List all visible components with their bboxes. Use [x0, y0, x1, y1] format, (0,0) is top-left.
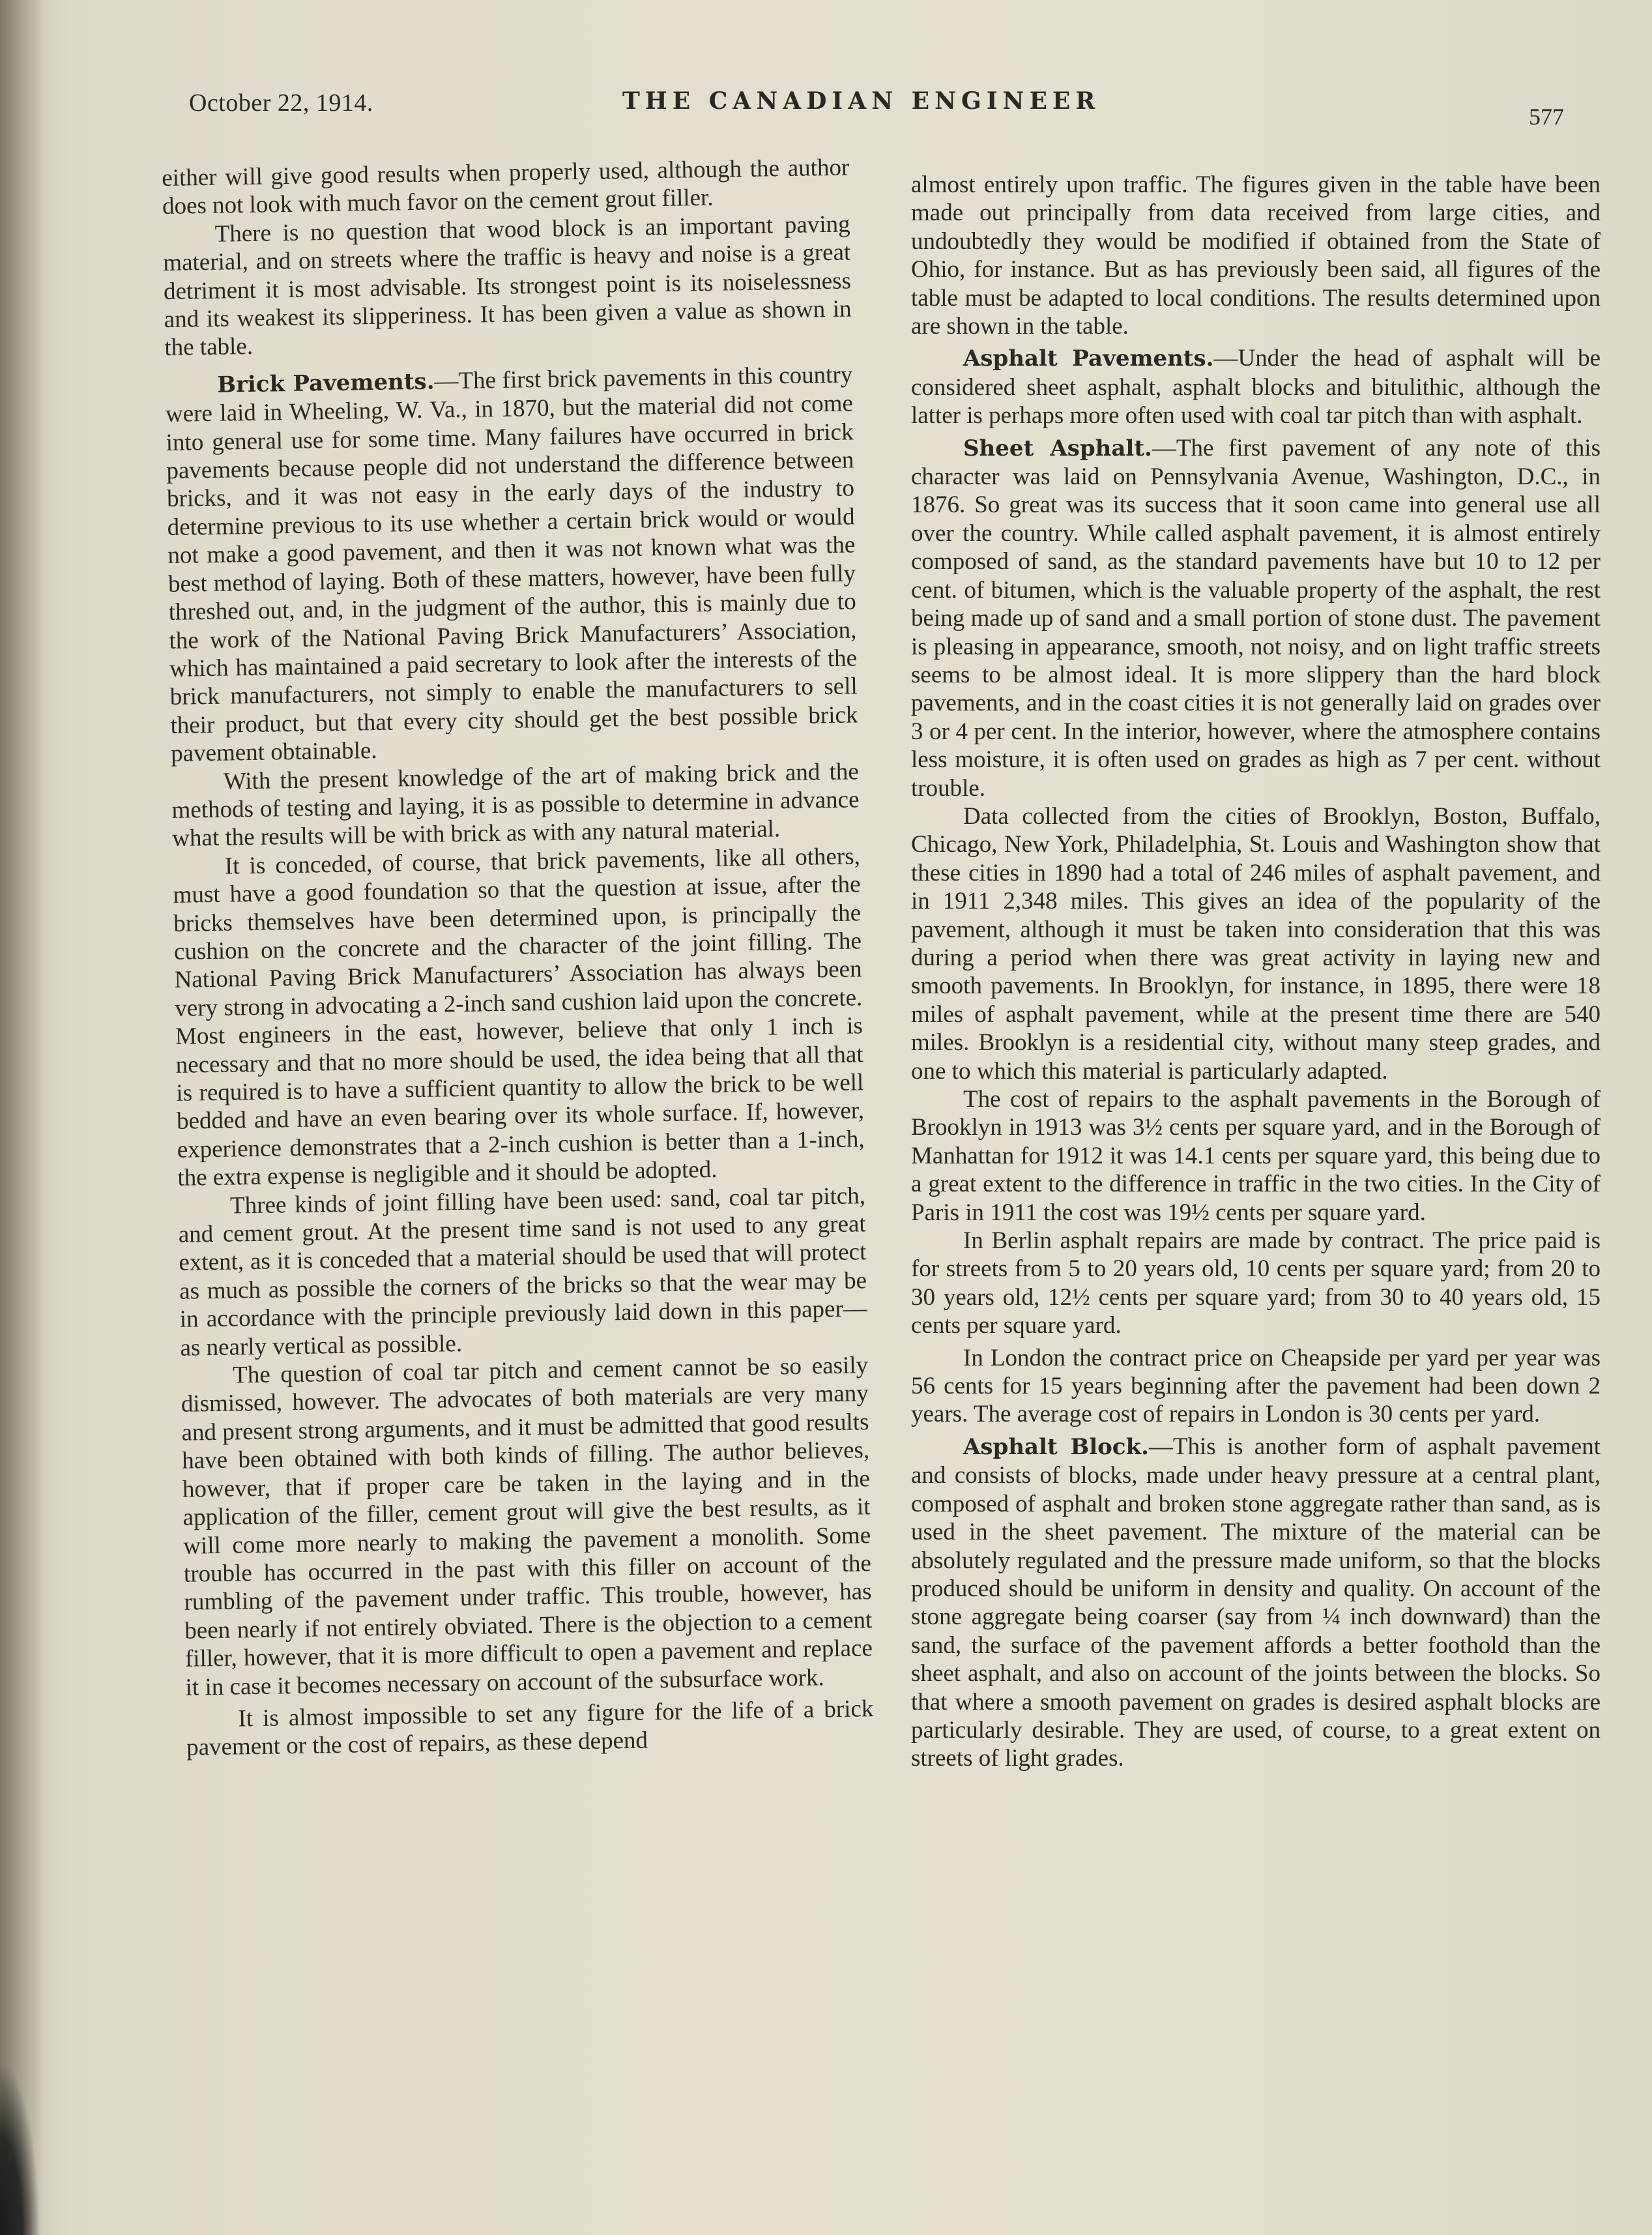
paragraph-text: —This is another form of asphalt pavement and consists of blocks, made under heavy pressure at a central plant, composed of asphalt and broken stone aggregate rather than sand, as is used in the sheet pavement. The mixture of the material can be absolutely regulated and the pressure made uniform, so that the blocks produced should be uniform in density and quality. On account of the stone aggregate being coarser (say from ¼ inch downward) than the sand, the surface of the pavement affords a better foothold than the sheet asphalt, and also on account of the joints between the blocks. So that where a smooth pavement on grades is desired asphalt blocks are particularly desirable. They are used, of course, to a great extent on streets of light grades.: [911, 1433, 1601, 1772]
section-paragraph-sheet-asphalt: [911, 434, 1601, 802]
right-column: [911, 171, 1601, 2178]
book-spine-shadow: [0, 0, 46, 2235]
paragraph: almost entirely upon traffic. The figures given in the table have been made out principally from data received from large cities, and undoubtedly they would be modified if obtained from the State of Ohio, for instance. But as has previously been said, all figures of the table must be adapted to local conditions. The results determined upon are shown in the table.: [911, 171, 1601, 340]
section-heading: Asphalt Block.: [963, 1433, 1149, 1460]
left-column: [162, 153, 881, 2197]
running-head: [189, 86, 1564, 132]
page-corner-shadow: [0, 2066, 39, 2235]
section-paragraph-brick-pavements: [165, 360, 858, 768]
paragraph: It is almost impossible to set any figure for the life of a brick pavement or the cost of repairs, as these depend: [186, 1695, 874, 1762]
paragraph: With the present knowledge of the art of making brick and the methods of testing and laying, it is as possible to determine in advance what the results will be with brick as with any natural material.: [171, 757, 860, 853]
journal-title: THE CANADIAN ENGINEER: [622, 87, 1101, 115]
paragraph: In London the contract price on Cheapside per yard per year was 56 cents for 15 years beginning after the pavement had been down 2 years. The average cost of repairs in London is 30 cents per yard.: [911, 1344, 1601, 1428]
paragraph: Three kinds of joint filling have been used: sand, coal tar pitch, and cement grout. At the present time sand is not used to any great extent, as it is conceded that a material should be used that will protect as much as possible the corners of the bricks so that the wear may be in accordance with the principle previously laid down in this paper—as nearly vertical as possible.: [178, 1182, 868, 1362]
section-heading: Brick Pavements.: [217, 368, 435, 398]
page-number: 577: [1529, 104, 1564, 130]
paragraph: Data collected from the cities of Brooklyn, Boston, Buffalo, Chicago, New York, Philadelphia, St. Louis and Washington show that these cities in 1890 had a total of 246 miles of asphalt pavement, and in 1911 2,348 miles. This gives an idea of the popularity of the pavement, although it must be taken into consideration that this was during a period when there was great activity in laying new and smooth pavements. In Brooklyn, for instance, in 1895, there were 18 miles of asphalt pavement, while at the present time there are 540 miles. Brooklyn is a residential city, without many steep grades, and one to which this material is particularly adapted.: [911, 802, 1601, 1085]
section-paragraph-asphalt-pavements: [911, 344, 1601, 430]
paragraph: In Berlin asphalt repairs are made by contract. The price paid is for streets from 5 to 20 years old, 10 cents per square yard; from 20 to 30 years old, 12½ cents per square yard; from 30 to 40 years old, 15 cents per square yard.: [911, 1227, 1601, 1339]
section-heading: Asphalt Pavements.: [963, 345, 1214, 372]
paragraph: either will give good results when properly used, although the author does not look with much favor on the cement grout filler.: [162, 154, 850, 220]
paragraph-text: —Under the head of asphalt will be considered sheet asphalt, asphalt blocks and bitulithic, although the latter is perhaps more often used with coal tar pitch than with asphalt.: [911, 345, 1601, 430]
paragraph-text: —The first pavement of any note of this character was laid on Pennsylvania Avenue, Washington, D.C., in 1876. So great was its success that it soon came into general use all over the country. While called asphalt pavement, it is almost entirely composed of sand, as the standard pavements have but 10 to 12 per cent. of bitumen, which is the valuable property of the asphalt, the rest being made up of sand and a small portion of stone dust. The pavement is pleasing in appearance, smooth, not noisy, and on light traffic streets seems to be almost ideal. It is more slippery than the hard block pavements, and in the coast cities it is not generally laid on grades over 3 or 4 per cent. In the interior, however, where the atmosphere contains less moisture, it is often used on grades as high as 7 per cent. without trouble.: [911, 434, 1601, 802]
paragraph: There is no question that wood block is an important paving material, and on streets where the traffic is heavy and noise is a great detriment it is most advisable. Its strongest point is its noiselessness and its weakest its slipperiness. It has been given a value as shown in the table.: [163, 211, 852, 362]
paragraph: The cost of repairs to the asphalt pavements in the Borough of Brooklyn in 1913 was 3½ cents per square yard, and in the Borough of Manhattan for 1912 it was 14.1 cents per square yard, this being due to a great extent to the difference in traffic in the two cities. In the City of Paris in 1911 the cost was 19½ cents per square yard.: [911, 1086, 1601, 1226]
paragraph: It is conceded, of course, that brick pavements, like all others, must have a good foundation so that the question at issue, after the bricks themselves have been determined upon, is principally the cushion on the concrete and the character of the joint filling. The National Paving Brick Manufacturers’ Association has always been very strong in advocating a 2-inch sand cushion laid upon the concrete. Most engineers in the east, however, believe that only 1 inch is necessary and that no more should be used, the idea being that all that is required is to have a sufficient quantity to allow the brick to be well bedded and have an even bearing over its whole surface. If, however, experience demonstrates that a 2-inch cushion is better than a 1-inch, the extra expense is negligible and it should be adopted.: [173, 843, 865, 1192]
paragraph: The question of coal tar pitch and cement cannot be so easily dismissed, however. The advocates of both materials are very many and present strong arguments, and it must be admitted that good results have been obtained with both kinds of filling. The author believes, however, that if proper care be taken in the laying and in the application of the filler, cement grout will give the best results, as it will come more nearly to making the pavement a monolith. Some trouble has occurred in the past with this filler on account of the rumbling of the pavement under traffic. This trouble, however, has been nearly if not entirely obviated. There is the objection to a cement filler, however, that it is more difficult to open a pavement and replace it in case it becomes necessary on account of the subsurface work.: [181, 1352, 873, 1701]
paragraph-text: —The first brick pavements in this country were laid in Wheeling, W. Va., in 1870, but the material did not come into general use for some time. Many failures have occurred in brick pavements because people did not understand the difference between bricks, and it was not easy in the early days of the industry to determine previous to its use whether a certain brick would or would not make a good pavement, and then it was not known what was the best method of laying. Both of these matters, however, have been fully threshed out, and, in the judgment of the author, this is mainly due to the work of the National Paving Brick Manufacturers’ Association, which has maintained a paid secretary to look after the interests of the brick manufacturers, not simply to enable the manufacturers to sell their product, but that every city should get the best possible brick pavement obtainable.: [165, 361, 858, 768]
issue-date: October 22, 1914.: [189, 89, 373, 117]
section-paragraph-asphalt-block: [911, 1433, 1601, 1773]
section-heading: Sheet Asphalt.: [963, 435, 1152, 461]
